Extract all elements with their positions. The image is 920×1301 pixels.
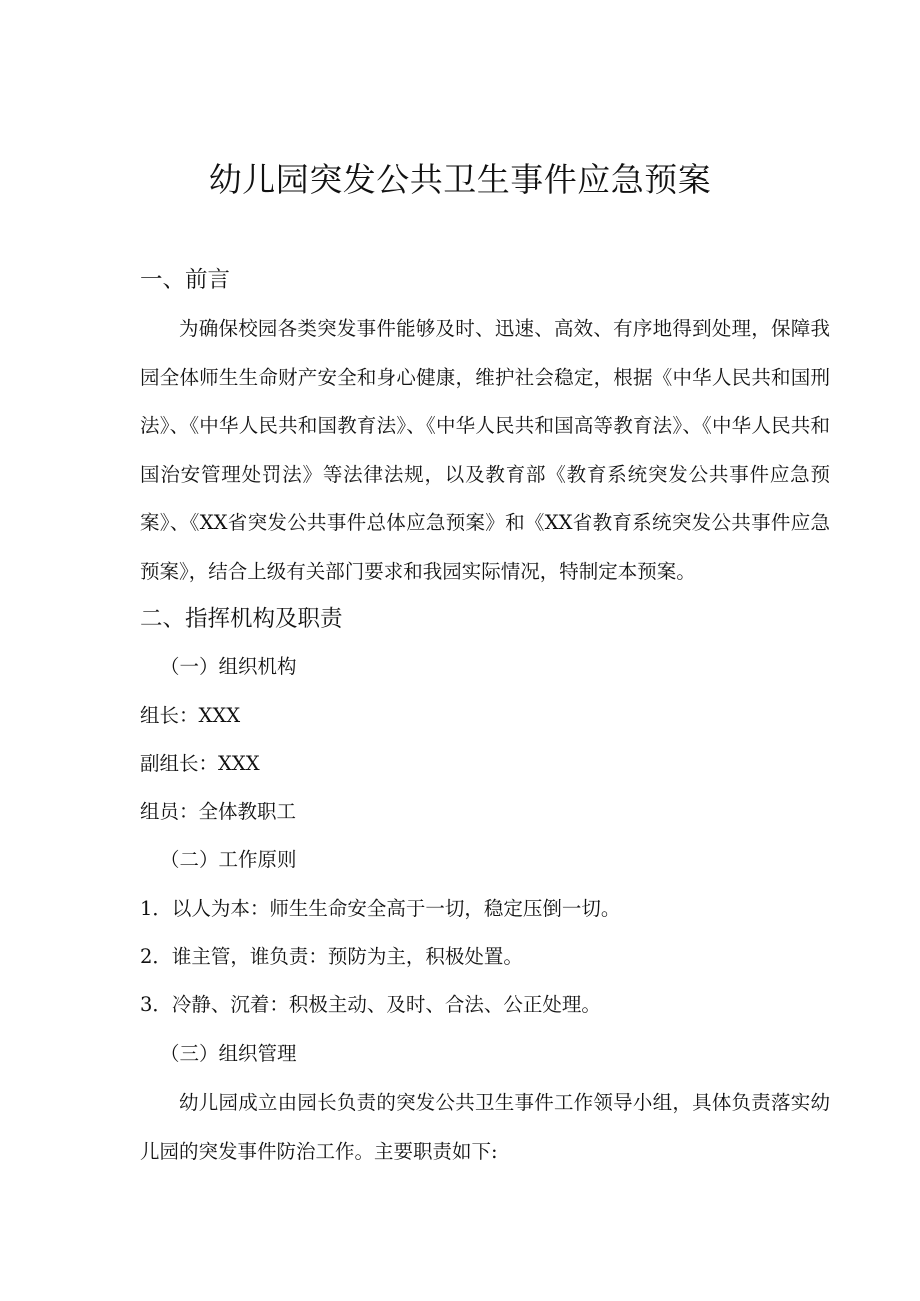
members-line: 组员：全体教职工 — [140, 800, 297, 823]
section-heading-command: 二、指挥机构及职责 — [140, 606, 343, 632]
principle-item: 1．以人为本：师生生命安全高于一切，稳定压倒一切。 — [140, 897, 621, 920]
leader-line: 组长：XXX — [140, 704, 241, 727]
principle-item: 2．谁主管，谁负责：预防为主，积极处置。 — [140, 945, 523, 968]
subheading-management: （三）组织管理 — [160, 1042, 297, 1065]
document-title: 幼儿园突发公共卫生事件应急预案 — [208, 160, 712, 199]
principle-item: 3．冷静、沉着：积极主动、及时、合法、公正处理。 — [140, 993, 601, 1016]
preface-paragraph: 为确保校园各类突发事件能够及时、迅速、高效、有序地得到处理，保障我园全体师生生命财产安全和身心健康，维护社会稳定，根据《中华人民共和国刑法》、《中华人民共和国教育法》、《中华人民共和国高等教育法》、《中华人民共和国治安管理处罚法》等法律法规，以及教育部《教育系统突发公共事件应急预案》、《XX省突发公共事件总体应急预案》和《XX省教育系统突发公共事件应急预案》，结合上级有关部门要求和我园实际情况，特制定本预案。 — [140, 317, 830, 583]
subheading-organization: （一）组织机构 — [160, 655, 297, 678]
subheading-principles: （二）工作原则 — [160, 848, 297, 871]
deputy-leader-line: 副组长：XXX — [140, 752, 260, 775]
section-heading-preface: 一、前言 — [140, 267, 231, 293]
management-paragraph: 幼儿园成立由园长负责的突发公共卫生事件工作领导小组，具体负责落实幼儿园的突发事件防治工作。主要职责如下: — [140, 1091, 830, 1163]
